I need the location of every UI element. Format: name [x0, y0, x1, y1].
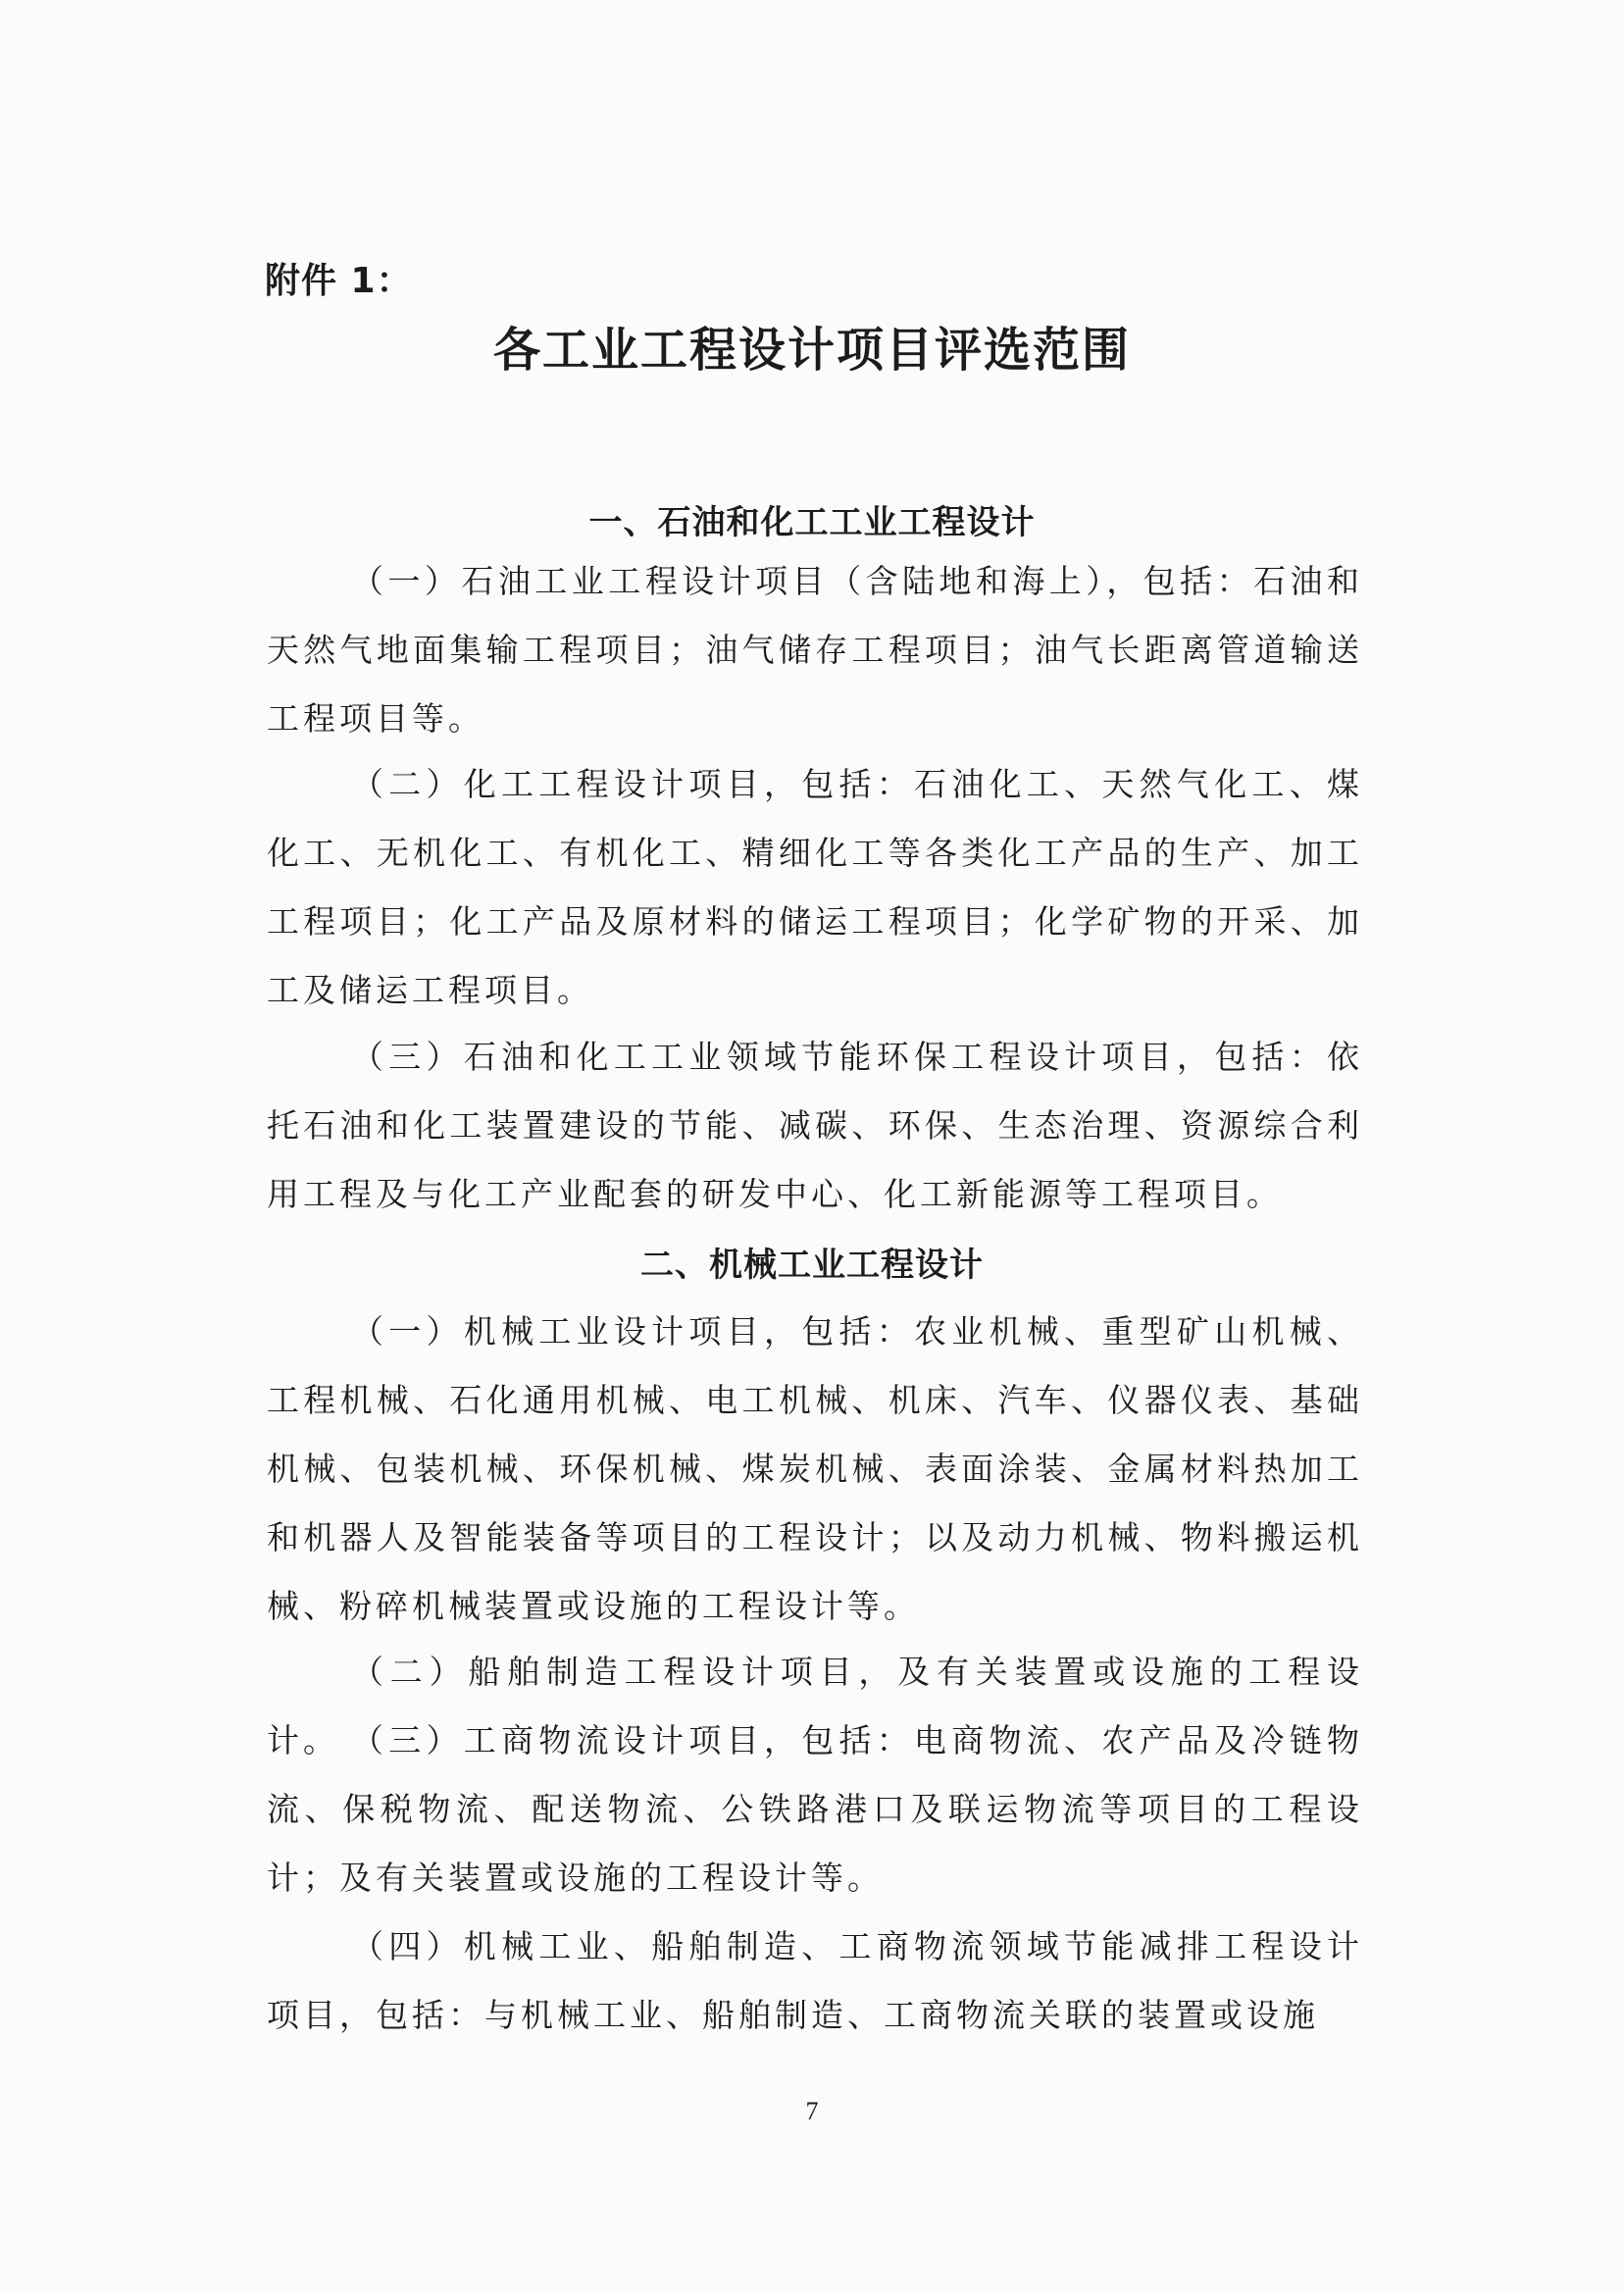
paragraph-logistics-projects: （三）工商物流设计项目，包括：电商物流、农产品及冷链物流、保税物流、配送物流、公铁路港口及联运物流等项目的工程设计；及有关装置或设施的工程设计等。 — [267, 1721, 1363, 1897]
paragraph-energy-saving-machinery: （四）机械工业、船舶制造、工商物流领域节能减排工程设计项目，包括：与机械工业、船舶制造、工商物流关联的装置或设施 — [267, 1927, 1363, 2034]
section-heading-petrochemical: 一、石油和化工工业工程设计 — [588, 503, 1036, 542]
paragraph-chemical-projects: （二）化工工程设计项目，包括：石油化工、天然气化工、煤化工、无机化工、有机化工、精细化工等各类化工产品的生产、加工工程项目；化工产品及原材料的储运工程项目；化学矿物的开采、加工及储运工程项目。 — [267, 765, 1363, 1009]
paragraph-shipbuilding-projects: （二）船舶制造工程设计项目，及有关装置或设施的工程设计。 — [267, 1653, 1363, 1759]
paragraph-petroleum-projects: （一）石油工业工程设计项目（含陆地和海上），包括：石油和天然气地面集输工程项目；油气储存工程项目；油气长距离管道输送工程项目等。 — [267, 562, 1363, 738]
attachment-label: 附件 1： — [265, 261, 413, 301]
paragraph-machinery-projects: （一）机械工业设计项目，包括：农业机械、重型矿山机械、工程机械、石化通用机械、电工机械、机床、汽车、仪器仪表、基础机械、包装机械、环保机械、煤炭机械、表面涂装、金属材料热加工和机器人及智能装备等项目的工程设计；以及动力机械、物料搬运机械、粉碎机械装置或设施的工程设计等。 — [267, 1312, 1363, 1625]
section-heading-machinery: 二、机械工业工程设计 — [640, 1246, 984, 1285]
paragraph-energy-saving-petrochemical: （三）石油和化工工业领域节能环保工程设计项目，包括：依托石油和化工装置建设的节能、减碳、环保、生态治理、资源综合利用工程及与化工产业配套的研发中心、化工新能源等工程项目。 — [267, 1038, 1363, 1213]
document-title: 各工业工程设计项目评选范围 — [492, 323, 1131, 378]
page-number: 7 — [805, 2097, 819, 2125]
